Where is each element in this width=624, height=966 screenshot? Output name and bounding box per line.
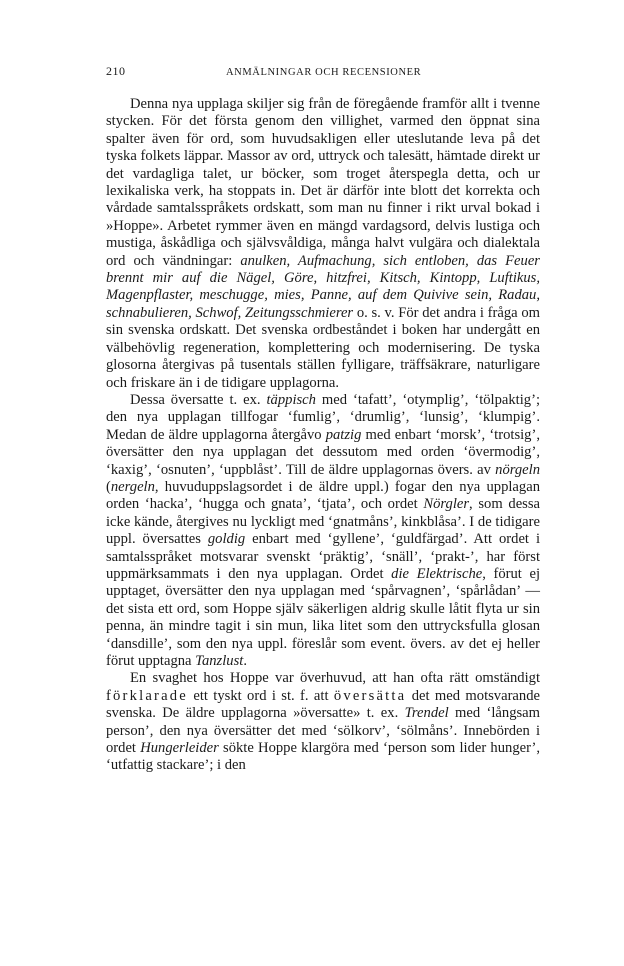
- italic-run: täppisch: [266, 391, 316, 408]
- page-number: 210: [106, 64, 126, 78]
- paragraph: [106, 670, 540, 774]
- text-run: .: [243, 653, 247, 669]
- text-run: med ‘tafatt’, ‘otymplig’, ‘tölpaktig’; den nya upplagan tillfogar ‘fumlig’, ‘drumlig’, ‘lunsig’, ‘klumpig’. Medan de äldre upplagorna återgåvo: [106, 391, 541, 443]
- page-header: [106, 64, 540, 82]
- italic-run: goldig: [207, 531, 246, 548]
- italic-run: nergeln: [110, 478, 155, 495]
- italic-run: Nörgler: [423, 496, 470, 513]
- text-run: Denna nya upplaga skiljer sig från de föregående framför allt i tvenne stycken. För det första genom den villighet, varmed den öppnat sina spalter även för ord, som huvudsakligen eller uteslutande leva på det tyska folkets läppar. Massor av ord, uttryck och talesätt, hämtade direkt ur det vardagliga talet, ur böcker, som troget återspegla detta, och ur lexikaliska verk, ha stoppats in. Det är därför inte blott det korrekta och vårdade samtalsspråkets ordskatt, som man nu finner i rikt urval bokad i »Hoppe». Arbetet rymmer även en mängd vardagsord, delvis lustiga och mustiga, åskådliga och självsvåldiga, många halvt vulgära och dialektala ord och vändningar:: [106, 96, 540, 269]
- text-run: o. s. v. För det andra i fråga om sin svenska ordskatt. Det svenska ordbeståndet i boken har undergått en välbehövlig regeneration, komplettering och modernisering. De tyska glosorna återgivas på tusentals ställen fylligare, träffsäkrare, naturligare och friskare än i de tidigare upplagorna.: [106, 304, 541, 391]
- text-run: En svaghet hos Hoppe var överhuvud, att han ofta rätt omständigt: [130, 670, 540, 687]
- italic-run: Hungerleider: [140, 740, 219, 757]
- spaced-emphasis-run: översätta: [333, 687, 407, 704]
- italic-run: Trendel: [404, 705, 449, 722]
- paragraph: [106, 392, 540, 671]
- text-run: , huvuduppslagsordet i de äldre uppl.) fogar den nya upplagan orden ‘hacka’, ‘hugga och gnata’, ‘tjata’, och ordet: [106, 478, 540, 513]
- text-run: , förut ej upptaget, översätter den nya upplagan med ‘spårvagnen’, ‘spårlådan’ — det sista ett ord, som Hoppe själv säkerligen aldrig skulle låtit flyta ur sin penna, än mindre tagit i sin mun, lika litet som den uttrycksfulla glosan ‘dansdille’, som den nya uppl. föreslår som event. övers. av det ej heller förut upptagna: [106, 565, 540, 669]
- italic-run: nörgeln: [495, 461, 540, 478]
- italic-run: anulken, Aufmachung, sich entloben, das Feuer brennt mir auf die Nägel, Göre, hitzfrei, Kitsch, Kintopp, Luftikus, Magenpflaster, meschugge, mies, Panne, auf dem Quivive sein, Radau, schnabulieren, Schwof, Zeitungsschmierer: [106, 252, 540, 321]
- body-text: [106, 96, 540, 775]
- text-run: sökte Hoppe klargöra med ‘person som lider hunger’, ‘utfattig stackare’; i den: [106, 740, 540, 774]
- text-run: (: [106, 478, 111, 495]
- text-run: Dessa översatte t. ex.: [130, 391, 267, 408]
- text-run: enbart med ‘gyllene’, ‘guldfärgad’. Att ordet i samtalsspråket motsvarar svenskt ‘präktig’, ‘snäll’, ‘prakt-’, har först uppmärksammats i den nya upplagan. Ordet: [106, 531, 540, 582]
- italic-run: Tanzlust: [195, 653, 244, 669]
- text-run: med ‘långsam person’, den nya översätter det med ‘sölkorv’, ‘sölmåns’. Innebörden i ordet: [106, 705, 540, 757]
- text-run: med enbart ‘morsk’, ‘trotsig’, översätter den nya upplagan det dessutom med orden ‘övermodig’, ‘kaxig’, ‘osnuten’, ‘uppblåst’. Till de äldre upplagornas övers. av: [106, 426, 540, 478]
- text-run: ett tyskt ord i st. f. att: [187, 687, 334, 704]
- spaced-emphasis-run: förklarade: [106, 687, 188, 704]
- italic-run: die Elektrische: [391, 565, 483, 582]
- text-run: det med motsvarande svenska. De äldre upplagorna »översatte» t. ex.: [106, 687, 540, 722]
- paragraph: [106, 96, 540, 392]
- italic-run: patzig: [325, 426, 362, 443]
- running-head: ANMÄLNINGAR OCH RECENSIONER: [226, 67, 422, 78]
- page: [106, 64, 540, 775]
- text-run: , som dessa icke kände, återgives nu lyckligt med ‘gnatmåns’, kinkblåsa’. I de tidigare uppl. översattes: [106, 496, 541, 548]
